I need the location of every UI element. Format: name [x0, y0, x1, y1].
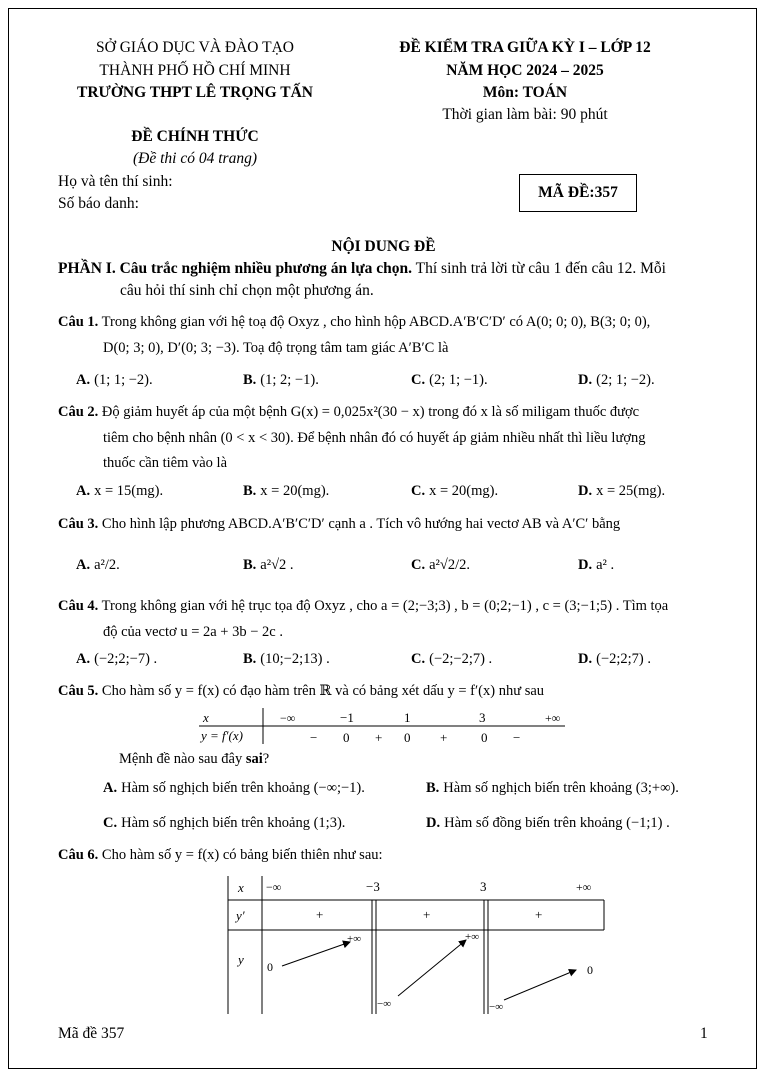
part1-title: PHẦN I. Câu trắc nghiệm nhiều phương án lựa chọn.	[58, 260, 413, 277]
official-label: ĐỀ CHÍNH THỨC	[131, 128, 259, 145]
question-2-text-cont: tiêm cho bệnh nhân (0 < x < 30). Để bệnh nhân đó có huyết áp giảm nhiều nhất thì liều lượng	[103, 430, 646, 446]
department-name: SỞ GIÁO DỤC VÀ ĐÀO TẠO	[96, 39, 294, 56]
q6-sign: +	[423, 907, 431, 922]
q4-answer-c[interactable]: C. (−2;−2;7) .	[411, 651, 493, 667]
question-2-text-cont2: thuốc cần tiêm vào là	[103, 455, 228, 471]
question-2-label: Câu 2.	[58, 404, 99, 420]
candidate-id-label: Số báo danh:	[58, 195, 139, 212]
question-5-label: Câu 5.	[58, 683, 99, 699]
question-3-text: Cho hình lập phương ABCD.A′B′C′D′ cạnh a . Tích vô hướng hai vectơ AB và A′C′ bằng	[98, 516, 621, 532]
q4-answer-d[interactable]: D. (−2;2;7) .	[578, 651, 652, 667]
q5-x-value: −1	[340, 710, 354, 725]
content-title: NỘI DUNG ĐỀ	[331, 238, 436, 255]
q1-answer-d[interactable]: D. (2; 1; −2).	[578, 372, 655, 388]
q6-x-value: +∞	[576, 880, 592, 894]
q6-arrow-up	[282, 942, 350, 966]
question-6	[58, 847, 383, 864]
city-name: THÀNH PHỐ HỒ CHÍ MINH	[99, 62, 291, 79]
q5-sign: 0	[481, 730, 488, 745]
q5-answer-b[interactable]: B. Hàm số nghịch biến trên khoảng (3;+∞).	[426, 780, 679, 796]
q6-x-value: −∞	[266, 880, 282, 894]
q5-sign: +	[440, 730, 448, 745]
question-6-label: Câu 6.	[58, 847, 99, 863]
question-4-text: Trong không gian với hệ trục tọa độ Oxyz , cho a = (2;−3;3) , b = (0;2;−1) , c = (3;−1;5) . Tìm tọa	[98, 598, 669, 614]
school-name: TRƯỜNG THPT LÊ TRỌNG TẤN	[77, 84, 313, 101]
q5-row-x-label: x	[203, 710, 209, 725]
q5-sign: −	[513, 730, 521, 745]
school-year: NĂM HỌC 2024 – 2025	[446, 62, 604, 79]
footer-exam-code: Mã đề 357	[58, 1025, 125, 1042]
q3-answer-a[interactable]: A. a²/2.	[76, 557, 120, 573]
q2-answer-a[interactable]: A. x = 15(mg).	[76, 483, 164, 499]
q5-sign: −	[310, 730, 318, 745]
q1-answer-c[interactable]: C. (2; 1; −1).	[411, 372, 488, 388]
q5-row-derivative-label: y = f′(x)	[201, 728, 243, 743]
pages-note: (Đề thi có 04 trang)	[133, 150, 257, 167]
q6-variation-table	[226, 874, 606, 1016]
q5-answer-d[interactable]: D. Hàm số đồng biến trên khoảng (−1;1) .	[426, 815, 670, 831]
q3-answer-b[interactable]: B. a²√2 .	[243, 557, 294, 573]
q4-answer-a[interactable]: A. (−2;2;−7) .	[76, 651, 158, 667]
question-6-text: Cho hàm số y = f(x) có bảng biến thiên như sau:	[98, 847, 383, 863]
q6-y-value: −∞	[377, 998, 392, 1010]
q5-answer-c[interactable]: C. Hàm số nghịch biến trên khoảng (1;3).	[103, 815, 346, 831]
part1-desc: Thí sinh trả lời từ câu 1 đến câu 12. Mỗi	[412, 260, 666, 277]
q5-sign-table	[195, 706, 570, 746]
q3-answer-c[interactable]: C. a²√2/2.	[411, 557, 471, 573]
q5-x-value: +∞	[545, 711, 561, 725]
q4-answer-b[interactable]: B. (10;−2;13) .	[243, 651, 330, 667]
q2-answer-d[interactable]: D. x = 25(mg).	[578, 483, 666, 499]
q6-yprime-label: y′	[236, 908, 245, 923]
q5-x-value: −∞	[280, 711, 296, 725]
question-3	[58, 516, 620, 533]
question-5	[58, 683, 544, 700]
q5-sign: 0	[404, 730, 411, 745]
q5-prompt-emphasis: sai	[245, 751, 263, 767]
part1-desc-cont: câu hỏi thí sinh chỉ chọn một phương án.	[120, 282, 374, 299]
q6-x-value: −3	[366, 879, 380, 894]
question-2-text: Độ giảm huyết áp của một bệnh G(x) = 0,025x²(30 − x) trong đó x là số miligam thuốc được	[98, 404, 640, 420]
question-1-text: Trong không gian với hệ toạ độ Oxyz , cho hình hộp ABCD.A′B′C′D′ có A(0; 0; 0), B(3; 0; 0),	[98, 314, 651, 330]
exam-title: ĐỀ KIỂM TRA GIỮA KỲ I – LỚP 12	[399, 39, 651, 56]
exam-code-box: MÃ ĐỀ:357	[519, 174, 637, 212]
part1-heading	[58, 260, 666, 278]
question-1-text-cont: D(0; 3; 0), D′(0; 3; −3). Toạ độ trọng tâm tam giác A′B′C là	[103, 340, 449, 356]
q5-prompt: Mệnh đề nào sau đây sai?	[119, 751, 270, 767]
q6-y-value: −∞	[489, 1001, 504, 1013]
candidate-name-label: Họ và tên thí sinh:	[58, 173, 173, 190]
q2-answer-b[interactable]: B. x = 20(mg).	[243, 483, 330, 499]
q6-y-label: y	[238, 952, 244, 967]
q6-y-value: +∞	[465, 931, 480, 943]
q1-answer-a[interactable]: A. (1; 1; −2).	[76, 372, 153, 388]
q6-y-value: 0	[587, 963, 593, 977]
q6-sign: +	[316, 907, 324, 922]
question-3-label: Câu 3.	[58, 516, 99, 532]
q6-x-label: x	[238, 880, 244, 895]
q6-x-value: 3	[480, 879, 487, 894]
q2-answer-c[interactable]: C. x = 20(mg).	[411, 483, 499, 499]
question-4-label: Câu 4.	[58, 598, 99, 614]
question-2	[58, 404, 639, 421]
duration: Thời gian làm bài: 90 phút	[442, 106, 608, 123]
question-1-label: Câu 1.	[58, 314, 99, 330]
q6-sign: +	[535, 907, 543, 922]
question-1	[58, 314, 650, 331]
question-4-text-cont: độ của vectơ u = 2a + 3b − 2c .	[103, 624, 283, 640]
question-5-text: Cho hàm số y = f(x) có đạo hàm trên ℝ và có bảng xét dấu y = f′(x) như sau	[98, 683, 545, 699]
q5-sign: +	[375, 730, 383, 745]
q5-sign: 0	[343, 730, 350, 745]
question-4	[58, 598, 668, 615]
subject: Môn: TOÁN	[482, 84, 568, 101]
q6-y-value: +∞	[347, 933, 362, 945]
q5-x-value: 1	[404, 710, 411, 725]
q6-arrow-up	[504, 970, 576, 1000]
q1-answer-b[interactable]: B. (1; 2; −1).	[243, 372, 319, 388]
q6-y-value: 0	[267, 960, 273, 974]
q5-x-value: 3	[479, 710, 486, 725]
footer-page-number: 1	[700, 1025, 708, 1042]
q3-answer-d[interactable]: D. a² .	[578, 557, 615, 573]
q5-answer-a[interactable]: A. Hàm số nghịch biến trên khoảng (−∞;−1).	[103, 780, 365, 796]
q6-arrow-up	[398, 940, 466, 996]
